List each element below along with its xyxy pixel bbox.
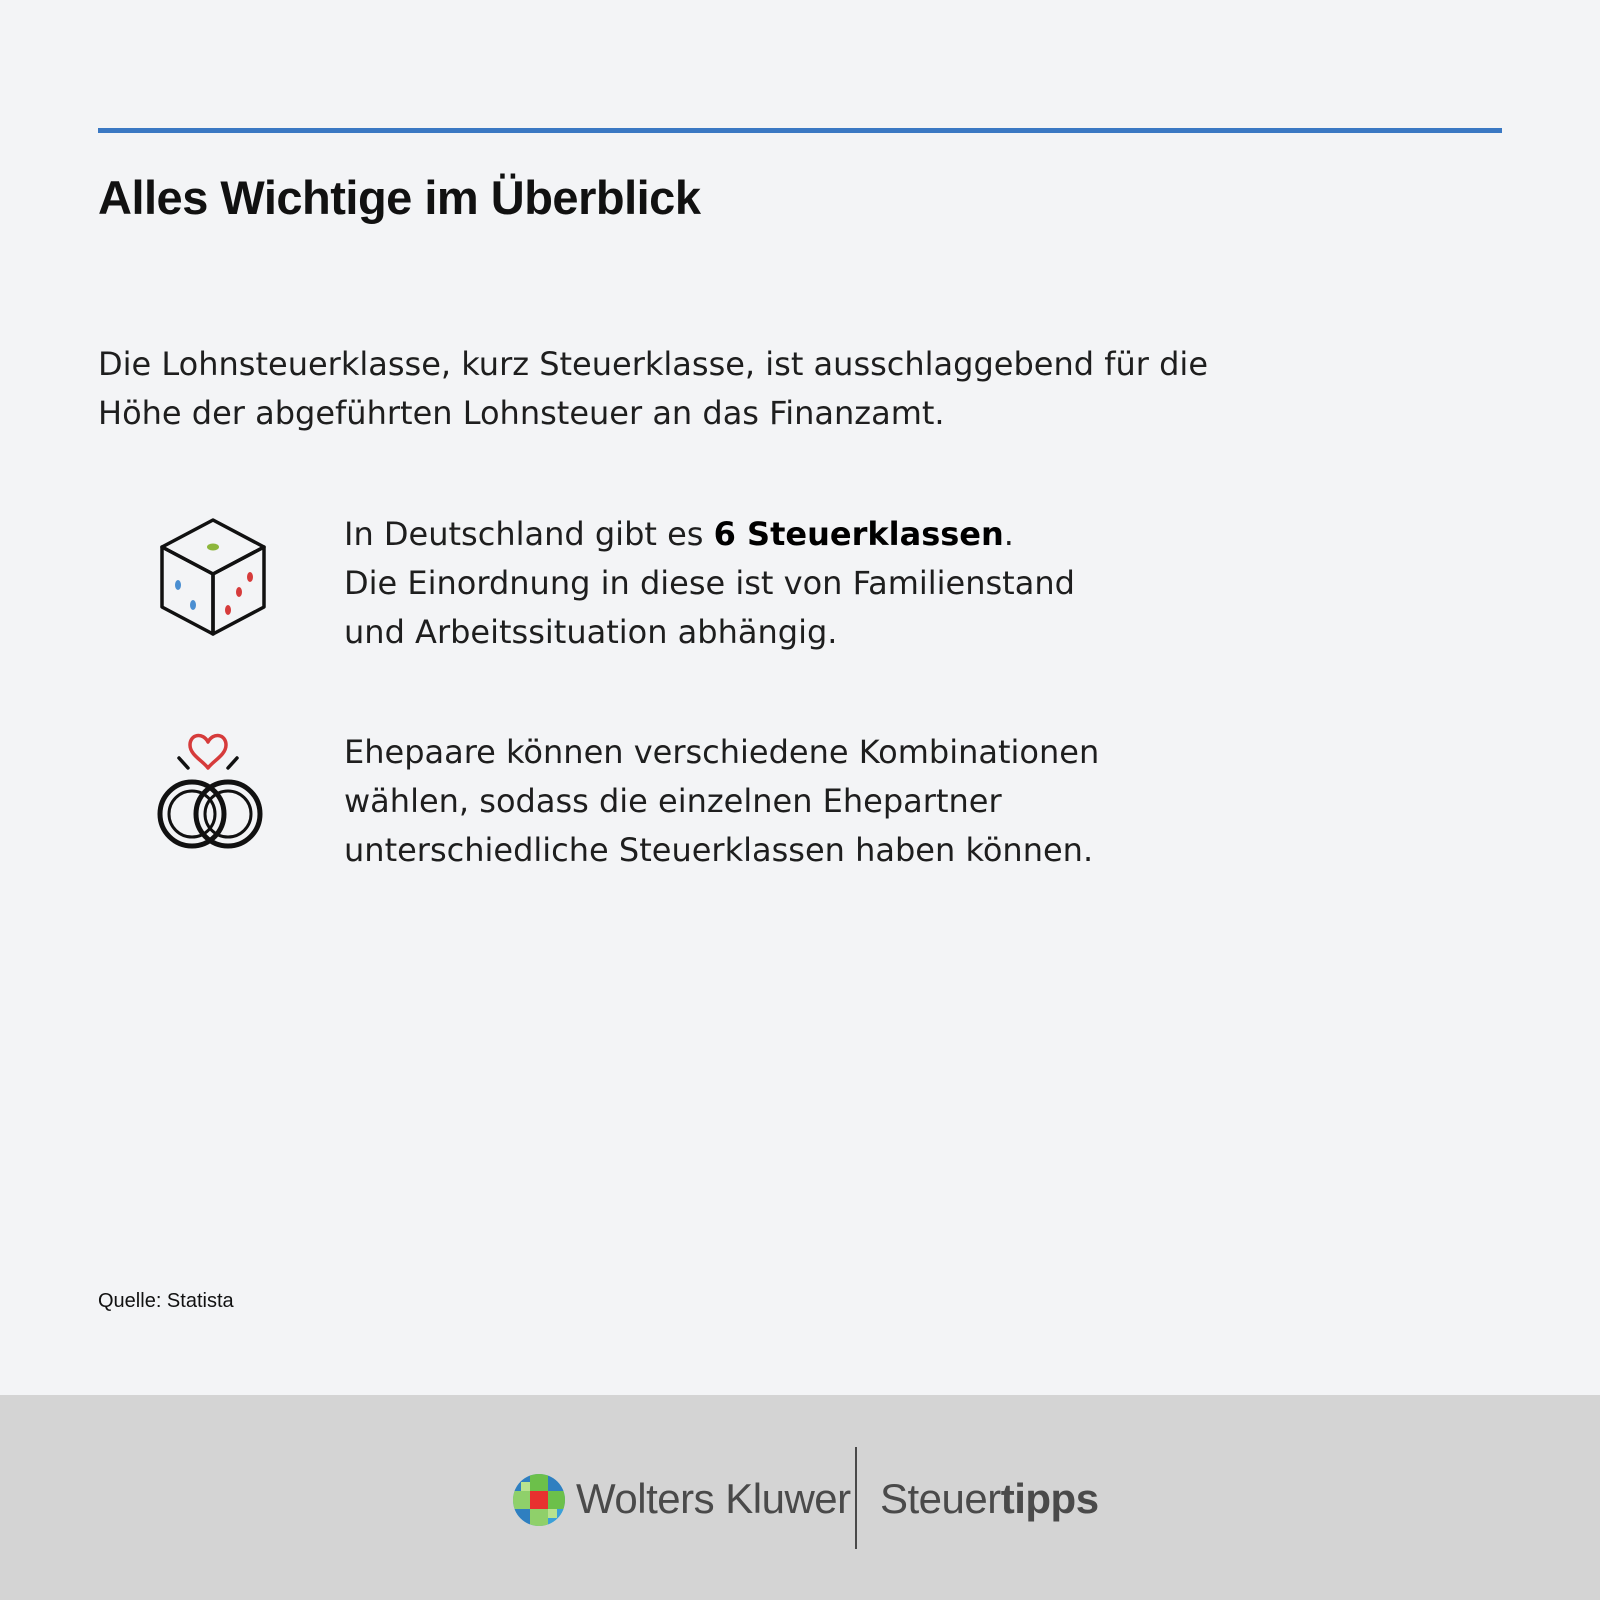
wedding-rings-icon [148, 728, 278, 858]
footer [0, 1395, 1600, 1600]
brand-logotype [880, 1475, 1099, 1523]
top-accent-rule [98, 128, 1502, 133]
fact-text-pre: In Deutschland gibt es [344, 515, 714, 553]
fact-tax-classes [0, 510, 1600, 660]
dice-icon [148, 510, 278, 640]
publisher-name: Wolters Kluwer [576, 1475, 851, 1522]
fact-text-post: . [1003, 515, 1014, 553]
fact-line-1 [344, 515, 1014, 553]
fact-married-couples [0, 728, 1600, 878]
fact-line-2: Die Einordnung in diese ist von Familienstand [344, 564, 1075, 602]
fact-line-2: wählen, sodass die einzelnen Ehepartner [344, 782, 1002, 820]
source-note: Quelle: Statista [98, 1290, 234, 1312]
fact-text [344, 728, 1244, 875]
fact-line-3: unterschiedliche Steuerklassen haben können. [344, 831, 1094, 869]
fact-line-1: Ehepaare können verschiedene Kombinationen [344, 733, 1100, 771]
brand-light: Steuer [880, 1475, 1001, 1522]
fact-text [344, 510, 1244, 657]
fact-line-3: und Arbeitssituation abhängig. [344, 613, 838, 651]
fact-highlight: 6 Steuerklassen [713, 515, 1004, 553]
intro-line-2: Höhe der abgeführten Lohnsteuer an das Finanzamt. [98, 394, 945, 432]
page-title: Alles Wichtige im Überblick [98, 171, 701, 224]
footer-divider [855, 1447, 857, 1549]
intro-paragraph [98, 340, 1328, 438]
wolters-kluwer-logo-icon [512, 1473, 566, 1527]
brand-bold: tipps [1000, 1475, 1099, 1522]
intro-line-1: Die Lohnsteuerklasse, kurz Steuerklasse, ist ausschlaggebend für die [98, 345, 1208, 383]
